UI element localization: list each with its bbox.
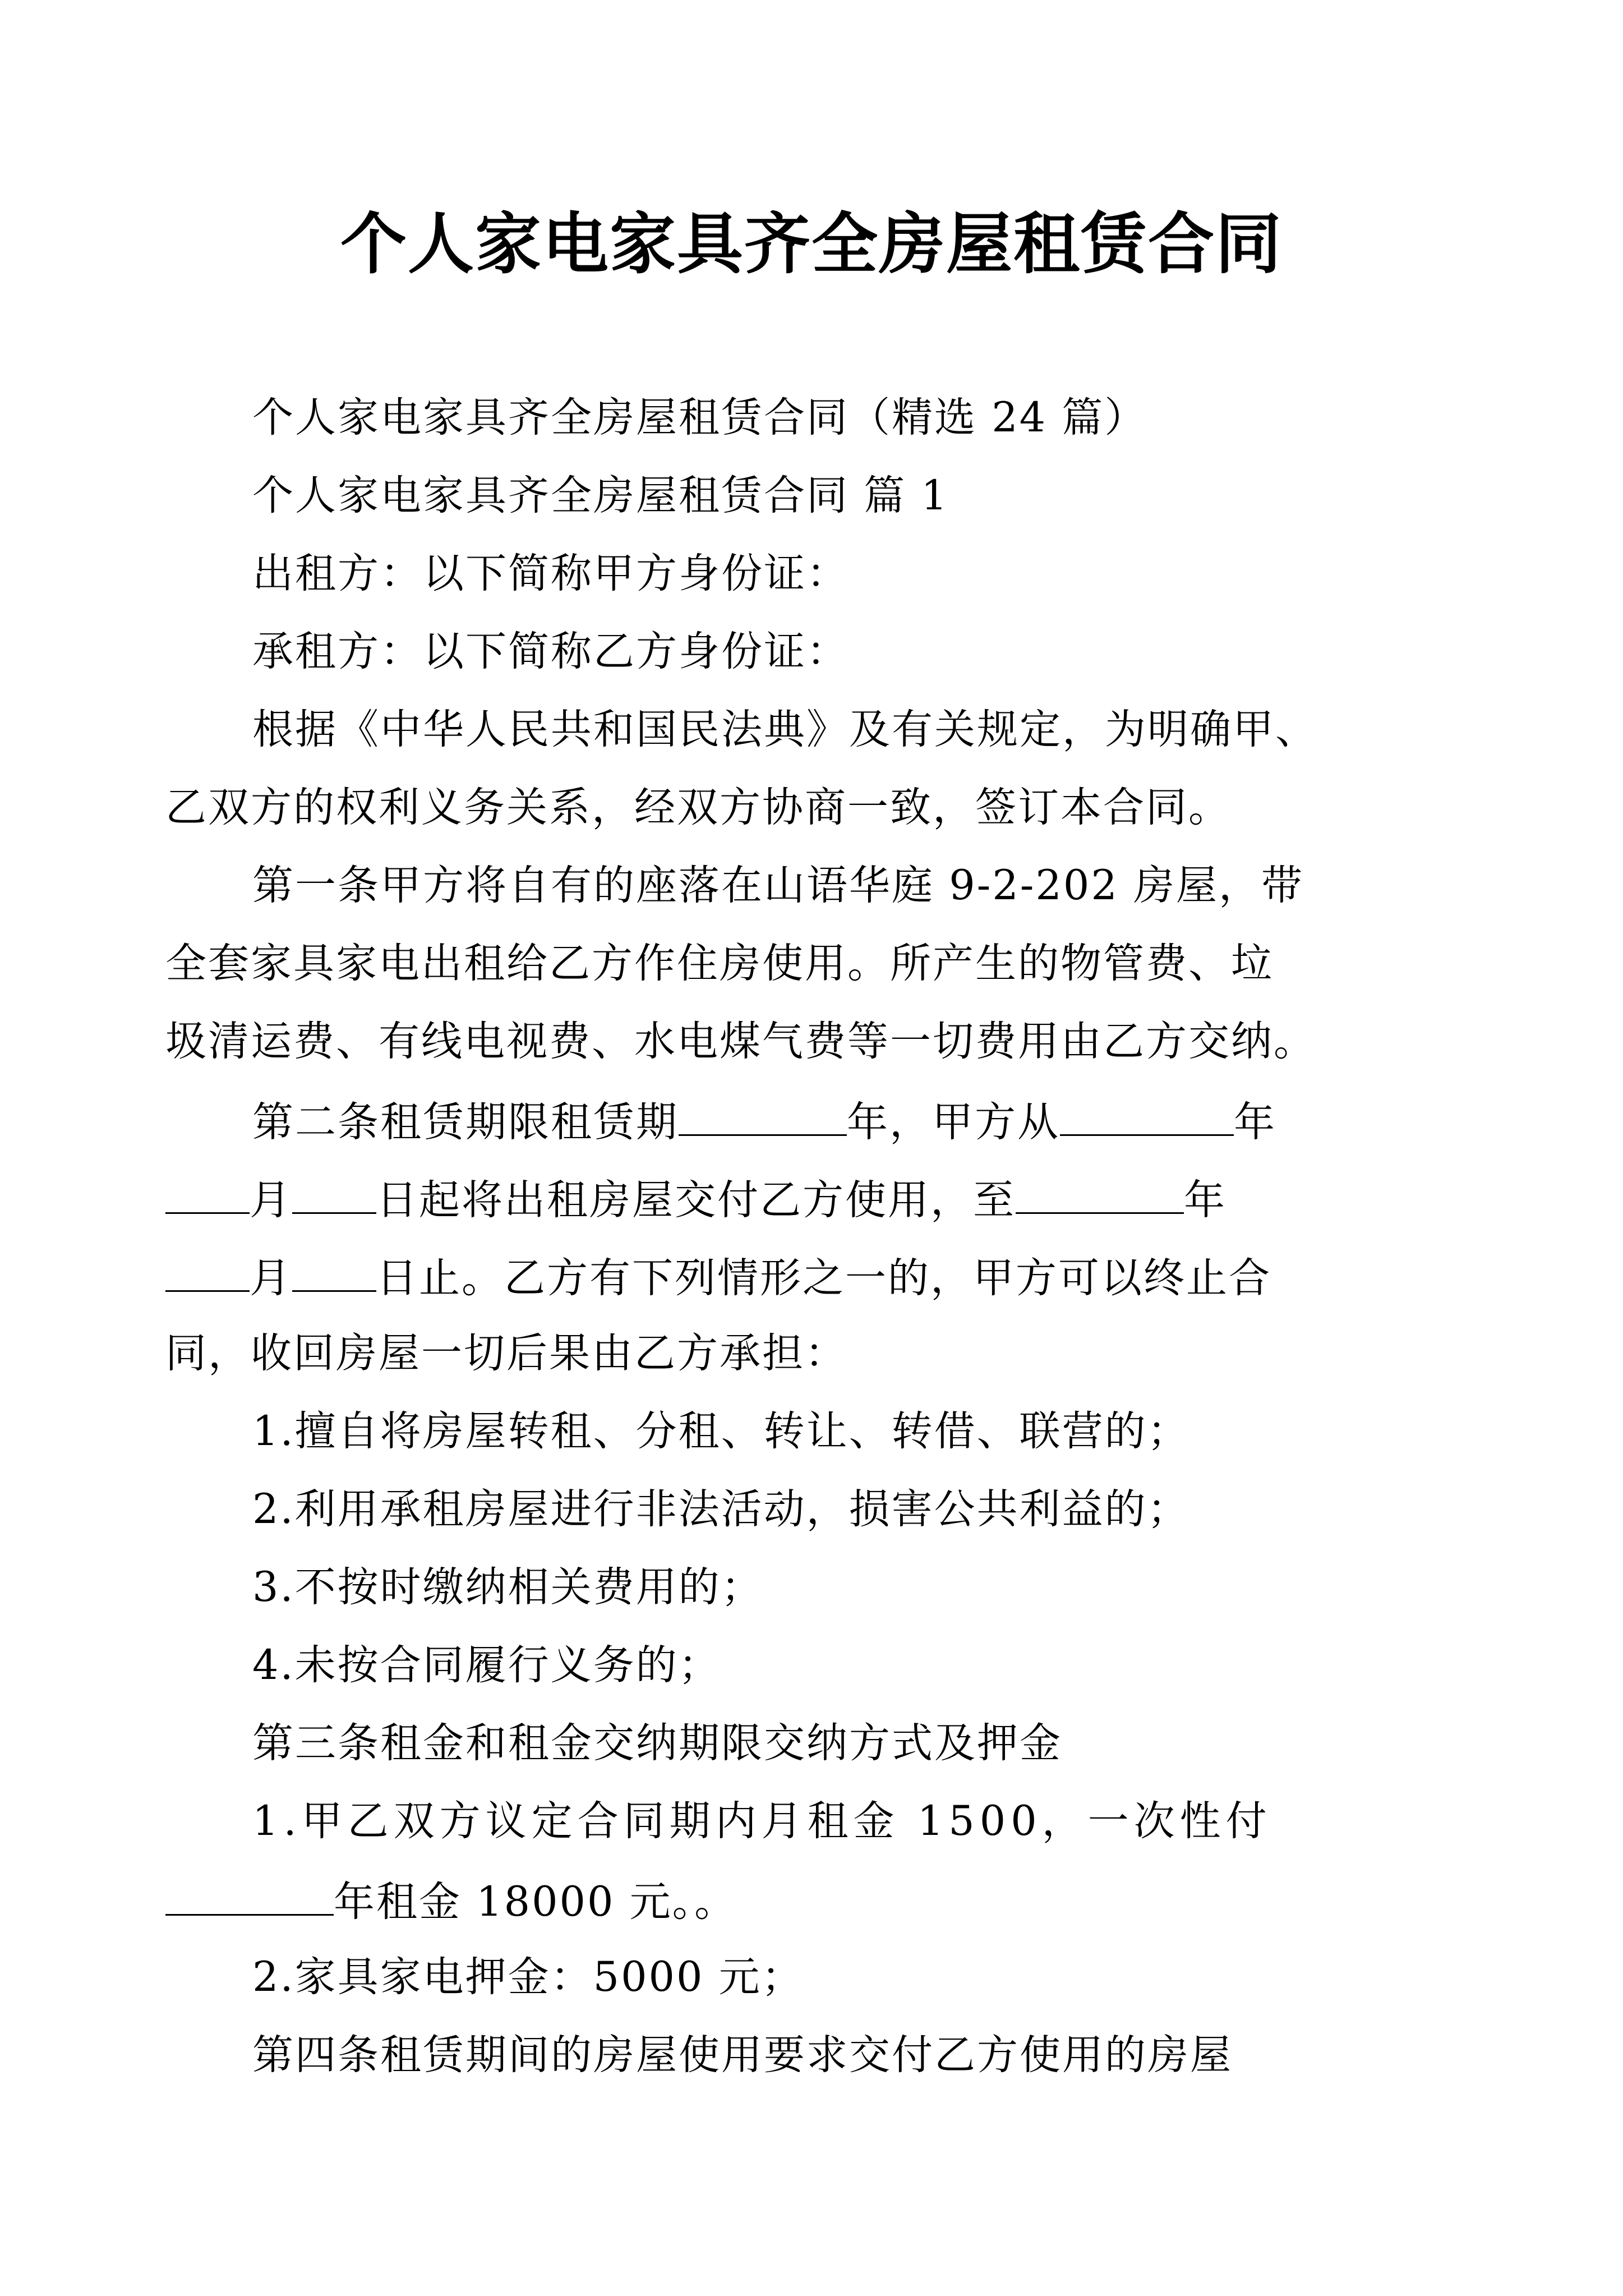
blank-field	[292, 1248, 376, 1292]
article2-text: 年，甲方从	[847, 1098, 1060, 1146]
article2-text: 日起将出租房屋交付乙方使用，至	[376, 1176, 1016, 1224]
article1-line-1: 第一条甲方将自有的座落在山语华庭 9-2-202 房屋，带	[252, 862, 1304, 909]
blank-field	[165, 1871, 334, 1916]
article2-line-2	[165, 1170, 1293, 1228]
preamble-line-1: 根据《中华人民共和国民法典》及有关规定，为明确甲、	[252, 706, 1318, 753]
clause-item-3: 3.不按时缴纳相关费用的；	[252, 1563, 764, 1611]
article1-line-3: 圾清运费、有线电视费、水电煤气费等一切费用由乙方交纳。	[165, 1018, 1316, 1065]
article2-line-4: 同，收回房屋一切后果由乙方承担：	[165, 1329, 847, 1377]
blank-field	[1060, 1092, 1234, 1136]
article2-text: 月	[250, 1176, 292, 1224]
article2-text: 日止。乙方有下列情形之一的，甲方可以终止合	[376, 1254, 1271, 1302]
article3-item-1-line-1: 1.甲乙双方议定合同期内月租金 1500，一次性付	[252, 1797, 1272, 1845]
article2-text: 月	[250, 1254, 292, 1302]
blank-field	[165, 1248, 250, 1292]
blank-field	[1016, 1170, 1184, 1214]
lessee-line: 承租方：以下简称乙方身份证：	[252, 628, 849, 675]
blank-field	[292, 1170, 376, 1214]
article2-text: 第二条租赁期限租赁期	[252, 1098, 679, 1146]
article3-text: 年租金 18000 元。。	[334, 1878, 737, 1926]
article3-heading: 第三条租金和租金交纳期限交纳方式及押金	[252, 1719, 1062, 1767]
article2-line-3	[165, 1248, 1293, 1306]
blank-field	[165, 1170, 250, 1214]
preamble-line-2: 乙双方的权利义务关系，经双方协商一致，签订本合同。	[165, 784, 1231, 831]
section-heading: 个人家电家具齐全房屋租赁合同 篇 1	[252, 472, 949, 519]
article2-line-1	[252, 1092, 1380, 1151]
lessor-line: 出租方：以下简称甲方身份证：	[252, 550, 849, 597]
clause-item-2: 2.利用承租房屋进行非法活动，损害公共利益的；	[252, 1485, 1190, 1533]
article2-text: 年	[1184, 1176, 1227, 1224]
clause-item-1: 1.擅自将房屋转租、分租、转让、转借、联营的；	[252, 1407, 1190, 1455]
article4-line-1: 第四条租赁期间的房屋使用要求交付乙方使用的房屋	[252, 2031, 1233, 2079]
blank-field	[679, 1092, 847, 1136]
article1-line-2: 全套家具家电出租给乙方作住房使用。所产生的物管费、垃	[165, 940, 1274, 987]
document-title: 个人家电家具齐全房屋租赁合同	[340, 205, 1283, 283]
subtitle-line: 个人家电家具齐全房屋租赁合同（精选 24 篇）	[252, 394, 1147, 441]
article2-text: 年	[1234, 1098, 1276, 1146]
article3-item-2: 2.家具家电押金：5000 元；	[252, 1953, 804, 2001]
clause-item-4: 4.未按合同履行义务的；	[252, 1641, 721, 1689]
article3-item-1-line-2	[165, 1871, 1293, 1930]
